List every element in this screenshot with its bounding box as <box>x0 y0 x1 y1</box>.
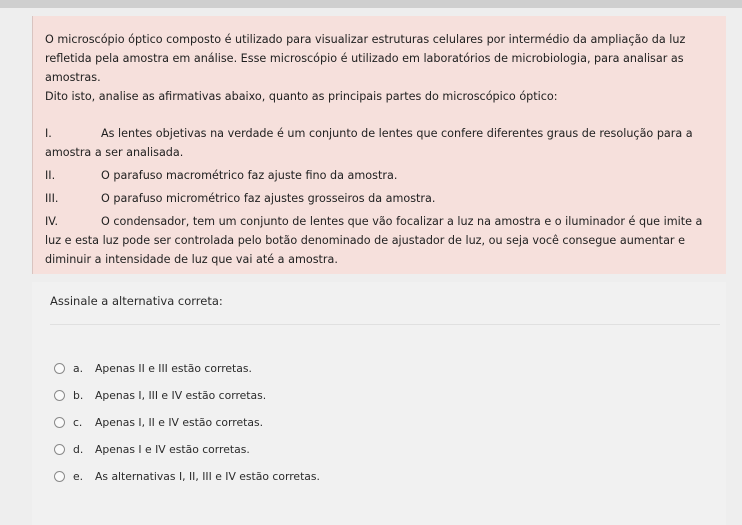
statement-text: As lentes objetivas na verdade é um conjunto de lentes que confere diferentes graus de resolução para a amostra a ser analisada. <box>45 127 693 159</box>
option-letter: a. <box>73 362 84 375</box>
question-card <box>32 16 726 274</box>
option-letter: e. <box>73 470 84 483</box>
statement-text: O parafuso macrométrico faz ajuste fino da amostra. <box>101 169 398 182</box>
option-c[interactable] <box>54 409 320 436</box>
radio-button[interactable] <box>54 471 65 482</box>
statement-text: O condensador, tem um conjunto de lentes que vão focalizar a luz na amostra e o iluminador é que imite a luz e esta luz pode ser controlada pelo botão denominado de ajustador de luz, ou seja você consegue aumentar e diminuir a intensidade de luz que vai até a amostra. <box>45 215 703 266</box>
statement-2 <box>45 166 717 185</box>
question-text <box>45 30 715 106</box>
radio-button[interactable] <box>54 363 65 374</box>
option-b[interactable] <box>54 382 320 409</box>
answer-prompt: Assinale a alternativa correta: <box>50 294 223 308</box>
option-d[interactable] <box>54 436 320 463</box>
option-letter: d. <box>73 443 84 456</box>
option-text: Apenas I, II e IV estão corretas. <box>95 416 264 429</box>
answer-area <box>32 282 726 525</box>
option-text: Apenas I e IV estão corretas. <box>95 443 250 456</box>
statement-number: IV. <box>45 215 59 228</box>
divider <box>50 324 720 325</box>
top-strip <box>0 0 742 8</box>
statement-number: I. <box>45 127 52 140</box>
radio-button[interactable] <box>54 444 65 455</box>
option-text: As alternativas I, II, III e IV estão corretas. <box>95 470 320 483</box>
statement-number: II. <box>45 169 56 182</box>
option-a[interactable] <box>54 355 320 382</box>
question-paragraph-2: Dito isto, analise as afirmativas abaixo, quanto as principais partes do microscópico óptico: <box>45 90 558 103</box>
option-letter: b. <box>73 389 84 402</box>
option-text: Apenas I, III e IV estão corretas. <box>95 389 267 402</box>
answer-options <box>54 355 320 490</box>
statement-3 <box>45 189 717 208</box>
statement-number: III. <box>45 192 59 205</box>
statement-4 <box>45 212 717 269</box>
radio-button[interactable] <box>54 417 65 428</box>
option-text: Apenas II e III estão corretas. <box>95 362 252 375</box>
radio-button[interactable] <box>54 390 65 401</box>
statement-1 <box>45 124 717 162</box>
statement-text: O parafuso micrométrico faz ajustes grosseiros da amostra. <box>101 192 436 205</box>
question-paragraph-1: O microscópio óptico composto é utilizado para visualizar estruturas celulares por intermédio da ampliação da luz refletida pela amostra em análise. Esse microscópio é utilizado em laboratórios de microbiologia, para analisar as amostras. <box>45 33 686 84</box>
option-e[interactable] <box>54 463 320 490</box>
option-letter: c. <box>73 416 83 429</box>
